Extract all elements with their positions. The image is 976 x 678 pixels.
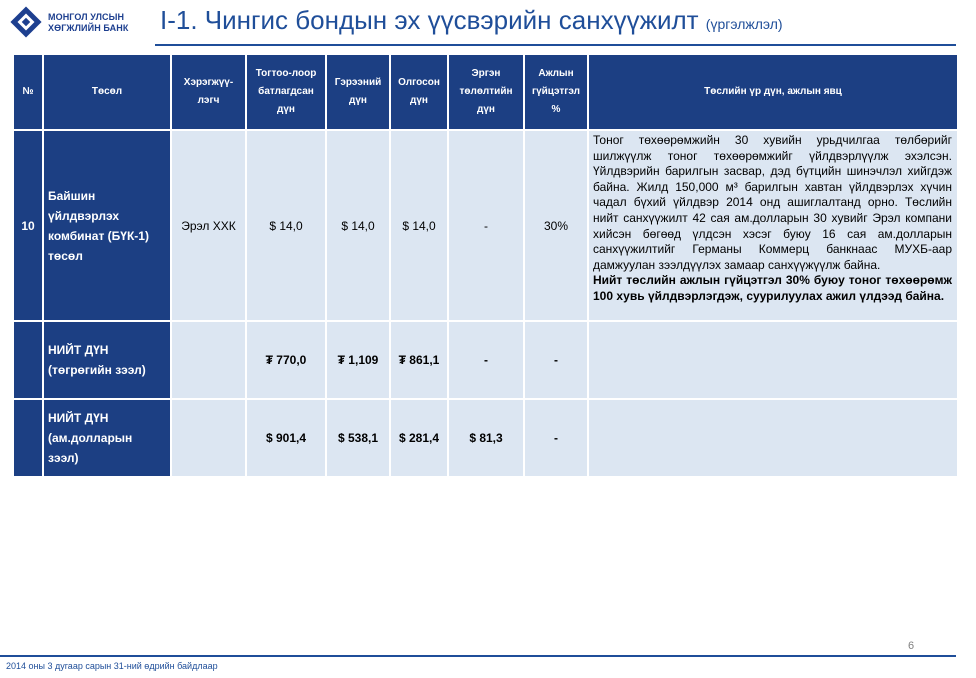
total-mnt-label: НИЙТ ДҮН (төгрөгийн зээл) — [44, 322, 170, 398]
total-mnt-implementer-empty — [172, 322, 245, 398]
project-name: Байшин үйлдвэрлэх комбинат (БҮК-1) төсөл — [44, 131, 170, 320]
header-disbursed: Олгосон дүн — [391, 55, 447, 129]
row-number-empty — [14, 322, 42, 398]
total-usd-contract: $ 538,1 — [327, 400, 389, 476]
bond-financing-table — [12, 53, 959, 478]
header-repaid: Эргэн төлөлтийн дүн — [449, 55, 523, 129]
contract-amount: $ 14,0 — [327, 131, 389, 320]
project-result-body: Тоног төхөөрөмжийн 30 хувийн урьдчилгаа төлбөрийг шилжүүлж тоног төхөөрөмжийг үйлдвэрлүүлж эхэлсэн. Үйлдвэрийн барилгын засвар, дэд бүтцийн шинэчлэл хийгдэж байна. Жилд 150,000 м³ барилгын хавтан үйлдвэрлэх хүчин чадал бүхий үйлдвэр 2014 онд ашиглалтанд орно. Төслийн нийт санхүүжилт 42 сая ам.долларын 30 хувийг Эрэл компани хийсэн бөгөөд үлдсэн хэсэг буюу 16 сая ам.долларын санхүүжилтийг Германы Коммерц банкнаас МУХБ-аар дамжуулан зээлдүүлэх замаар санхүүжүүлж байна. — [593, 133, 952, 272]
title-divider — [155, 44, 956, 46]
header-progress: Ажлын гүйцэтгэл % — [525, 55, 587, 129]
header-project: Төсөл — [44, 55, 170, 129]
repaid-amount: - — [449, 131, 523, 320]
project-result-text — [589, 131, 957, 320]
total-usd-result-empty — [589, 400, 957, 476]
total-mnt-progress: - — [525, 322, 587, 398]
header-no: № — [14, 55, 42, 129]
table-row-total-mnt — [14, 322, 957, 398]
total-mnt-approved: ₮ 770,0 — [247, 322, 325, 398]
table-row-total-usd — [14, 400, 957, 476]
total-usd-label: НИЙТ ДҮН (ам.долларын зээл) — [44, 400, 170, 476]
total-mnt-disbursed: ₮ 861,1 — [391, 322, 447, 398]
approved-amount: $ 14,0 — [247, 131, 325, 320]
row-number-empty — [14, 400, 42, 476]
header-approved: Тогтоо-лоор батлагдсан дүн — [247, 55, 325, 129]
bank-name-line2: ХӨГЖЛИЙН БАНК — [48, 23, 129, 33]
total-mnt-result-empty — [589, 322, 957, 398]
page-number: 6 — [908, 640, 915, 652]
bank-logo — [10, 6, 140, 40]
row-number: 10 — [14, 131, 42, 320]
implementer: Эрэл ХХК — [172, 131, 245, 320]
bank-emblem-icon — [10, 6, 42, 38]
total-usd-repaid: $ 81,3 — [449, 400, 523, 476]
total-usd-implementer-empty — [172, 400, 245, 476]
footer-date-note: 2014 оны 3 дугаар сарын 31-ний өдрийн байдлаар — [6, 661, 218, 671]
total-usd-approved: $ 901,4 — [247, 400, 325, 476]
total-usd-progress: - — [525, 400, 587, 476]
project-result-summary: Нийт төслийн ажлын гүйцэтгэл 30% буюу тоног төхөөрөмж 100 хувь үйлдвэрлэгдэж, суурилуулах ажил үлдээд байна. — [593, 273, 952, 303]
disbursed-amount: $ 14,0 — [391, 131, 447, 320]
total-mnt-repaid: - — [449, 322, 523, 398]
bank-name-line1: МОНГОЛ УЛСЫН — [48, 12, 125, 22]
page-title-main: I-1. Чингис бондын эх үүсвэрийн санхүүжилт — [160, 5, 699, 35]
footer-divider — [0, 655, 956, 657]
page-title-sub: (үргэлжлэл) — [705, 16, 783, 32]
header-implementer: Хэрэгжүү-лэгч — [172, 55, 245, 129]
header-result: Төслийн үр дүн, ажлын явц — [589, 55, 957, 129]
progress-percent: 30% — [525, 131, 587, 320]
total-usd-disbursed: $ 281,4 — [391, 400, 447, 476]
table-row — [14, 131, 957, 320]
page-title — [160, 5, 783, 36]
total-mnt-contract: ₮ 1,109 — [327, 322, 389, 398]
table-header-row — [14, 55, 957, 129]
header-contract: Гэрээний дүн — [327, 55, 389, 129]
